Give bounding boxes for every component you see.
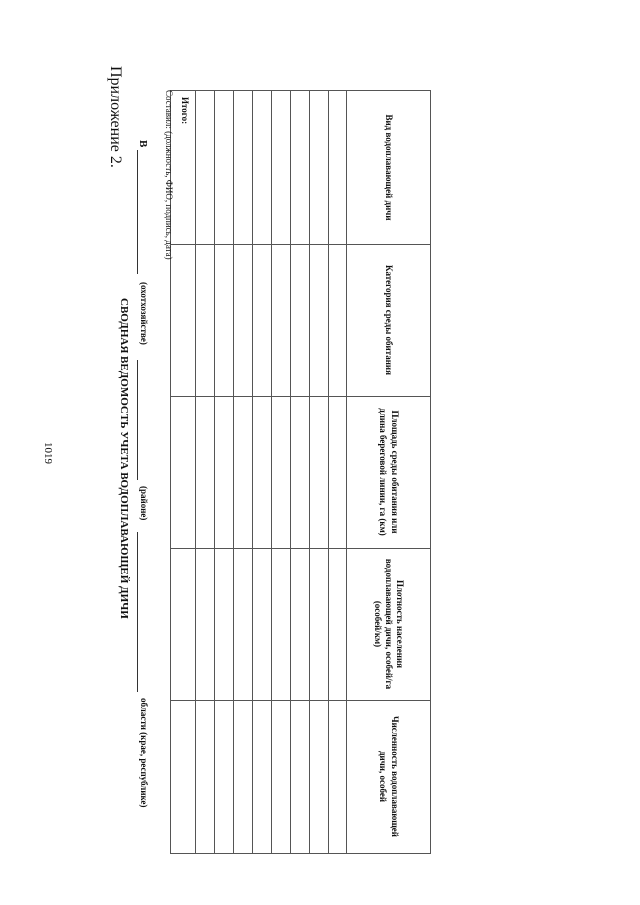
fill-blank-3 [137, 532, 138, 692]
table-row-line [309, 91, 310, 853]
table-row-line [271, 91, 272, 853]
header-population-density: Плотность населения водоплавающей дичи, особей/га (особей/км) [372, 558, 406, 690]
fill-blank-1 [137, 150, 138, 274]
table-row-line [328, 91, 329, 853]
header-species: Вид водоплавающей дичи [384, 114, 395, 221]
header-habitat-category: Категория среды обитания [384, 265, 395, 375]
document-title: СВОДНАЯ ВЕДОМОСТЬ УЧЕТА ВОДОПЛАВАЮЩЕЙ ДИЧИ [118, 298, 130, 619]
page-number: 1019 [42, 442, 54, 464]
column-divider [171, 396, 430, 397]
table-row-line [214, 91, 215, 853]
location-fill-line [133, 140, 149, 840]
header-population-count: Численность водоплавающей дичи, особей [378, 716, 400, 837]
fill-caption-hunting-farm: (охотхозяйстве) [139, 282, 149, 345]
table-row-line [195, 91, 196, 853]
table-header-row [346, 91, 430, 853]
column-divider [171, 244, 430, 245]
column-divider [171, 548, 430, 549]
total-label: Итого: [180, 97, 190, 125]
column-divider [171, 700, 430, 701]
fill-blank-2 [137, 360, 138, 480]
composer-line: Составил: (должность, ФИО, подпись, дата) [164, 90, 174, 260]
appendix-label: Приложение 2. [107, 66, 124, 168]
header-habitat-area: Площадь среды обитания или длина береговой линии, га (км) [378, 408, 400, 536]
fill-prefix: В [137, 140, 149, 148]
table-row-line [290, 91, 291, 853]
table-row-line [252, 91, 253, 853]
fill-caption-district: (районе) [139, 486, 149, 521]
table-row-line [233, 91, 234, 853]
summary-table [170, 90, 431, 854]
fill-caption-region: области (крае, республике) [139, 698, 149, 808]
